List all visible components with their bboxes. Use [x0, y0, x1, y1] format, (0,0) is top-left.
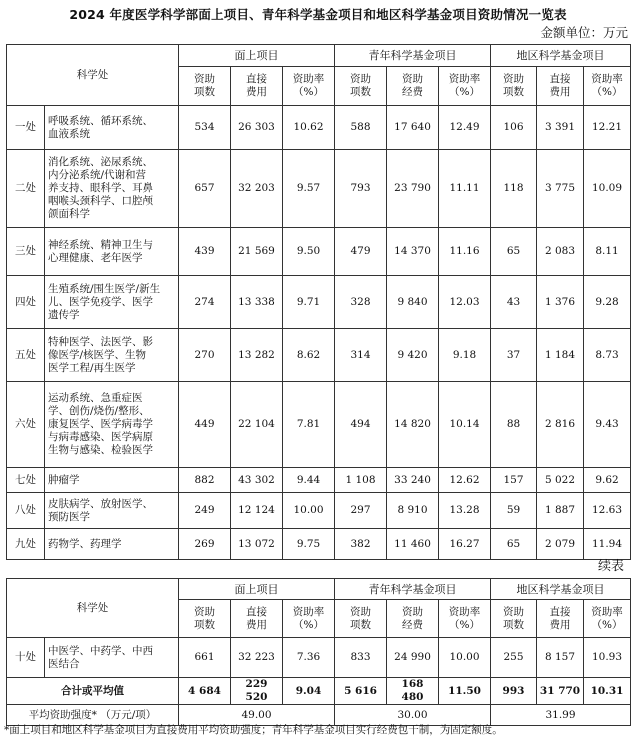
row-value: 11.94: [584, 529, 631, 560]
header-sub: [283, 600, 335, 638]
average-label: 平均资助强度* （万元/项）: [7, 705, 179, 726]
header-sub-line: 直接: [246, 73, 267, 85]
row-value: 13.28: [439, 493, 491, 529]
header-row-groups: [7, 45, 631, 67]
row-dept: 一处: [7, 106, 45, 150]
table-row: [7, 329, 631, 382]
funding-table: [6, 44, 631, 560]
row-value: 12.63: [584, 493, 631, 529]
header-sub-line: 项数: [194, 618, 215, 631]
row-fields: [45, 382, 179, 468]
row-dept: 十处: [7, 638, 45, 678]
header-sub-line: 资助率: [448, 73, 481, 85]
row-value: 297: [335, 493, 387, 529]
row-field-line: 药物学、药理学: [48, 537, 122, 550]
row-value: 21 569: [231, 228, 283, 276]
row-value: 255: [491, 638, 537, 678]
row-fields: [45, 529, 179, 560]
row-value: 37: [491, 329, 537, 382]
row-value: 2 083: [537, 228, 584, 276]
row-field-line: 医结合: [48, 657, 80, 670]
row-value: 2 816: [537, 382, 584, 468]
table-row: [7, 382, 631, 468]
total-value: 4 684: [179, 678, 231, 705]
total-row: [7, 678, 631, 705]
header-sub-line: 资助率: [591, 605, 623, 618]
row-value: 33 240: [387, 468, 439, 493]
row-field-line: 颌面科学: [48, 208, 90, 220]
header-sub-line: （%）: [293, 86, 324, 98]
row-value: 11.11: [439, 150, 491, 228]
unit-label: 金额单位：万元: [540, 25, 628, 40]
row-field-line: 儿、医学免疫学、医学: [48, 295, 153, 308]
header-sub-line: 直接: [246, 605, 267, 618]
row-fields: [45, 150, 179, 228]
row-value: 43: [491, 276, 537, 329]
header-sub-line: 费用: [246, 86, 267, 98]
header-sub-line: 直接: [549, 605, 571, 618]
row-value: 1 108: [335, 468, 387, 493]
row-value: 22 104: [231, 382, 283, 468]
row-dept: 二处: [7, 150, 45, 228]
row-field-line: 运动系统、急重症医: [48, 392, 143, 404]
row-value: 10.62: [283, 106, 335, 150]
row-field-line: 预防医学: [48, 510, 90, 523]
row-fields: [45, 329, 179, 382]
row-field-line: 血液系统: [48, 127, 90, 140]
total-value: 229 520: [231, 678, 283, 705]
header-sub: [231, 67, 283, 106]
row-dept: 三处: [7, 228, 45, 276]
row-fields: [45, 276, 179, 329]
header-sub: [584, 67, 631, 106]
row-value: 23 790: [387, 150, 439, 228]
row-field-line: 学、创伤/烧伤/整形、: [48, 405, 150, 417]
row-value: 16.27: [439, 529, 491, 560]
row-dept: 六处: [7, 382, 45, 468]
row-value: 65: [491, 529, 537, 560]
row-value: 8 157: [537, 638, 584, 678]
row-field-line: 肿瘤学: [48, 473, 80, 486]
row-value: 8.62: [283, 329, 335, 382]
row-value: 65: [491, 228, 537, 276]
row-value: 2 079: [537, 529, 584, 560]
header-sub: [179, 600, 231, 638]
row-value: 588: [335, 106, 387, 150]
row-field-line: 咽喉头颈科学、口腔颅: [48, 195, 153, 207]
total-label: 合计或平均值: [7, 678, 179, 705]
header-sub-line: （%）: [293, 618, 324, 631]
total-value: 10.31: [584, 678, 631, 705]
header-sub-line: 资助率: [292, 605, 325, 618]
header-sub-line: 费用: [549, 618, 571, 631]
table-row: [7, 468, 631, 493]
row-value: 12.21: [584, 106, 631, 150]
row-value: 157: [491, 468, 537, 493]
row-value: 1 376: [537, 276, 584, 329]
row-value: 26 303: [231, 106, 283, 150]
row-value: 11.16: [439, 228, 491, 276]
row-field-line: 生殖系统/围生医学/新生: [48, 282, 161, 295]
row-field-line: 消化系统、泌尿系统、: [48, 156, 153, 168]
row-dept: 四处: [7, 276, 45, 329]
average-value: 49.00: [179, 705, 335, 726]
table-row: [7, 228, 631, 276]
row-dept: 八处: [7, 493, 45, 529]
row-value: 9.62: [584, 468, 631, 493]
row-dept: 七处: [7, 468, 45, 493]
row-value: 88: [491, 382, 537, 468]
header-sub-line: 资助率: [292, 73, 325, 85]
row-value: 494: [335, 382, 387, 468]
row-value: 3 775: [537, 150, 584, 228]
row-value: 106: [491, 106, 537, 150]
header-sub-line: 项数: [503, 618, 525, 631]
continued-label: 续表: [597, 559, 624, 574]
row-value: 833: [335, 638, 387, 678]
header-sub-line: 资助率: [448, 605, 481, 618]
row-value: 13 072: [231, 529, 283, 560]
table-row: [7, 150, 631, 228]
header-sub-line: 项数: [194, 86, 215, 98]
row-value: 9.75: [283, 529, 335, 560]
header-sub-line: 资助: [350, 605, 372, 618]
row-value: 12.62: [439, 468, 491, 493]
table-row: [7, 276, 631, 329]
header-group: 地区科学基金项目: [491, 579, 631, 600]
row-value: 8.11: [584, 228, 631, 276]
header-sub-line: 资助: [194, 605, 215, 618]
row-value: 11 460: [387, 529, 439, 560]
row-value: 270: [179, 329, 231, 382]
header-sub-line: 项数: [350, 86, 372, 98]
row-value: 17 640: [387, 106, 439, 150]
header-sub: [335, 67, 387, 106]
row-value: 12.49: [439, 106, 491, 150]
row-field-line: 养支持、眼科学、耳鼻: [48, 182, 153, 194]
row-field-line: 遗传学: [48, 308, 80, 321]
row-field-line: 与病毒感染、医学病原: [48, 431, 153, 443]
header-sub-line: 资助: [402, 605, 424, 618]
row-value: 32 203: [231, 150, 283, 228]
header-group: 面上项目: [179, 45, 335, 67]
row-value: 9.57: [283, 150, 335, 228]
row-field-line: 内分泌系统/代谢和营: [48, 169, 147, 181]
row-fields: [45, 468, 179, 493]
row-value: 10.00: [283, 493, 335, 529]
total-value: 168 480: [387, 678, 439, 705]
row-value: 793: [335, 150, 387, 228]
footnote: *面上项目和地区科学基金项目为直接费用平均资助强度；青年科学基金项目实行经费包干制，为固定额度。: [4, 724, 503, 736]
header-sub-line: （%）: [591, 86, 623, 98]
row-value: 14 370: [387, 228, 439, 276]
total-value: 993: [491, 678, 537, 705]
row-value: 12 124: [231, 493, 283, 529]
header-sub: [491, 600, 537, 638]
row-field-line: 呼吸系统、循环系统、: [48, 114, 153, 127]
row-value: 534: [179, 106, 231, 150]
total-value: 9.04: [283, 678, 335, 705]
row-fields: [45, 106, 179, 150]
row-fields: [45, 493, 179, 529]
row-field-line: 医学工程/再生医学: [48, 361, 136, 374]
row-value: 657: [179, 150, 231, 228]
header-sub-line: （%）: [449, 86, 480, 98]
row-value: 43 302: [231, 468, 283, 493]
header-sub-line: （%）: [591, 618, 623, 631]
row-dept: 五处: [7, 329, 45, 382]
row-value: 8.73: [584, 329, 631, 382]
header-sub: [283, 67, 335, 106]
header-sub-line: 资助: [402, 73, 424, 85]
page-title: 2024 年度医学科学部面上项目、青年科学基金项目和地区科学基金项目资助情况一览表: [69, 7, 567, 22]
header-sub-line: 费用: [246, 618, 267, 631]
header-sub: [387, 600, 439, 638]
header-sub: [537, 67, 584, 106]
row-field-line: 皮肤病学、放射医学、: [48, 497, 153, 510]
header-dept: 科学处: [7, 579, 179, 638]
header-sub-line: 资助: [194, 73, 215, 85]
header-sub: [439, 67, 491, 106]
header-sub-line: 费用: [549, 86, 571, 98]
row-value: 439: [179, 228, 231, 276]
row-value: 13 338: [231, 276, 283, 329]
row-value: 449: [179, 382, 231, 468]
average-row: [7, 705, 631, 726]
row-value: 3 391: [537, 106, 584, 150]
header-sub: [491, 67, 537, 106]
total-value: 5 616: [335, 678, 387, 705]
row-value: 13 282: [231, 329, 283, 382]
row-value: 5 022: [537, 468, 584, 493]
average-value: 31.99: [491, 705, 631, 726]
row-fields: [45, 228, 179, 276]
row-field-line: 生物与感染、检验医学: [48, 444, 153, 456]
header-sub-line: 经费: [402, 86, 424, 98]
row-value: 9.43: [584, 382, 631, 468]
row-value: 12.03: [439, 276, 491, 329]
header-sub-line: 经费: [402, 618, 424, 631]
row-field-line: 康复医学、医学病毒学: [48, 418, 153, 430]
funding-table-continued: [6, 578, 631, 726]
average-value: 30.00: [335, 705, 491, 726]
row-value: 10.00: [439, 638, 491, 678]
row-value: 9 420: [387, 329, 439, 382]
header-sub: [537, 600, 584, 638]
row-value: 269: [179, 529, 231, 560]
header-sub-line: 资助: [503, 605, 525, 618]
header-group: 青年科学基金项目: [335, 579, 491, 600]
header-sub: [584, 600, 631, 638]
table-row: [7, 106, 631, 150]
header-sub: [439, 600, 491, 638]
header-sub-line: 资助率: [591, 73, 623, 85]
table-row: [7, 493, 631, 529]
row-value: 1 184: [537, 329, 584, 382]
header-sub: [387, 67, 439, 106]
row-value: 9.28: [584, 276, 631, 329]
row-value: 32 223: [231, 638, 283, 678]
row-field-line: 神经系统、精神卫生与: [48, 238, 153, 251]
row-value: 10.14: [439, 382, 491, 468]
row-value: 24 990: [387, 638, 439, 678]
header-sub: [231, 600, 283, 638]
row-fields: [45, 638, 179, 678]
row-value: 7.81: [283, 382, 335, 468]
row-value: 8 910: [387, 493, 439, 529]
row-value: 1 887: [537, 493, 584, 529]
row-value: 274: [179, 276, 231, 329]
row-value: 9.44: [283, 468, 335, 493]
row-value: 382: [335, 529, 387, 560]
row-field-line: 中医学、中药学、中西: [48, 644, 153, 657]
table-row: [7, 529, 631, 560]
header-row-groups: [7, 579, 631, 600]
row-field-line: 心理健康、老年医学: [48, 251, 143, 264]
header-sub-line: 项数: [503, 86, 525, 98]
row-value: 882: [179, 468, 231, 493]
header-group: 地区科学基金项目: [491, 45, 631, 67]
total-value: 11.50: [439, 678, 491, 705]
row-value: 7.36: [283, 638, 335, 678]
row-field-line: 像医学/核医学、生物: [48, 348, 147, 361]
header-sub-line: 直接: [549, 73, 571, 85]
header-sub-line: 资助: [350, 73, 372, 85]
row-field-line: 特种医学、法医学、影: [48, 335, 153, 348]
header-group: 面上项目: [179, 579, 335, 600]
header-sub: [335, 600, 387, 638]
header-sub: [179, 67, 231, 106]
row-value: 118: [491, 150, 537, 228]
row-value: 59: [491, 493, 537, 529]
row-value: 314: [335, 329, 387, 382]
row-value: 249: [179, 493, 231, 529]
row-value: 10.09: [584, 150, 631, 228]
header-sub-line: 项数: [350, 618, 372, 631]
row-value: 328: [335, 276, 387, 329]
header-sub-line: 资助: [503, 73, 525, 85]
header-sub-line: （%）: [449, 618, 480, 631]
row-value: 10.93: [584, 638, 631, 678]
row-value: 9.71: [283, 276, 335, 329]
total-value: 31 770: [537, 678, 584, 705]
header-group: 青年科学基金项目: [335, 45, 491, 67]
row-value: 479: [335, 228, 387, 276]
row-dept: 九处: [7, 529, 45, 560]
header-dept: 科学处: [7, 45, 179, 106]
table-row: [7, 638, 631, 678]
row-value: 661: [179, 638, 231, 678]
row-value: 9.50: [283, 228, 335, 276]
row-value: 14 820: [387, 382, 439, 468]
row-value: 9.18: [439, 329, 491, 382]
row-value: 9 840: [387, 276, 439, 329]
